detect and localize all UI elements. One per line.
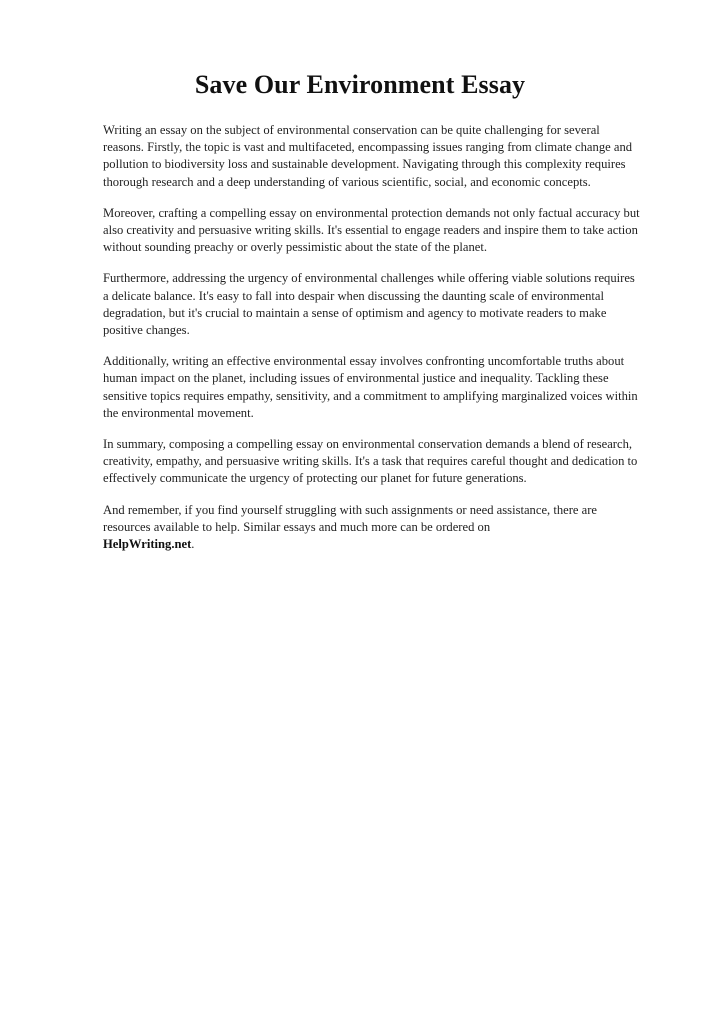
closing-text: And remember, if you find yourself struggling with such assignments or need assistance, there are resources available to help. Similar essays and much more can be ordered on <box>103 502 598 534</box>
paragraph-2: Moreover, crafting a compelling essay on environmental protection demands not only factual accuracy but also creativity and persuasive writing skills. It's essential to engage readers and inspire them to take action without sounding preachy or overly pessimistic about the state of the planet. <box>103 205 640 255</box>
paragraph-4: Additionally, writing an effective environmental essay involves confronting uncomfortable truths about human impact on the planet, including issues of environmental justice and inequality. Tackling these sensitive topics requires empathy, sensitivity, and a commitment to amplifying marginalized voices within the environmental movement. <box>103 354 638 420</box>
paragraph-3: Furthermore, addressing the urgency of environmental challenges while offering viable solutions requires a delicate balance. It's easy to fall into despair when discussing the daunting scale of environmental degradation, but it's crucial to maintain a sense of optimism and agency to motivate readers to make positive changes. <box>103 271 635 338</box>
closing-suffix: . <box>191 537 195 552</box>
paragraph-5: In summary, composing a compelling essay on environmental conservation demands a blend of research, creativity, empathy, and persuasive writing skills. It's a task that requires careful thought and dedication to effectively communicate the urgency of protecting our planet for future generations. <box>103 437 638 486</box>
paragraph-1: Writing an essay on the subject of environmental conservation can be quite challenging for several reasons. Firstly, the topic is vast and multifaceted, encompassing issues ranging from climate change and pollution to biodiversity loss and sustainable development. Navigating through this complexity requires thorough research and a deep understanding of various scientific, social, and economic concepts. <box>103 123 633 189</box>
helpwriting-link[interactable]: HelpWriting.net <box>103 537 192 552</box>
closing-paragraph <box>103 502 643 554</box>
essay-body <box>103 122 643 567</box>
page-title: Save Our Environment Essay <box>194 70 526 99</box>
